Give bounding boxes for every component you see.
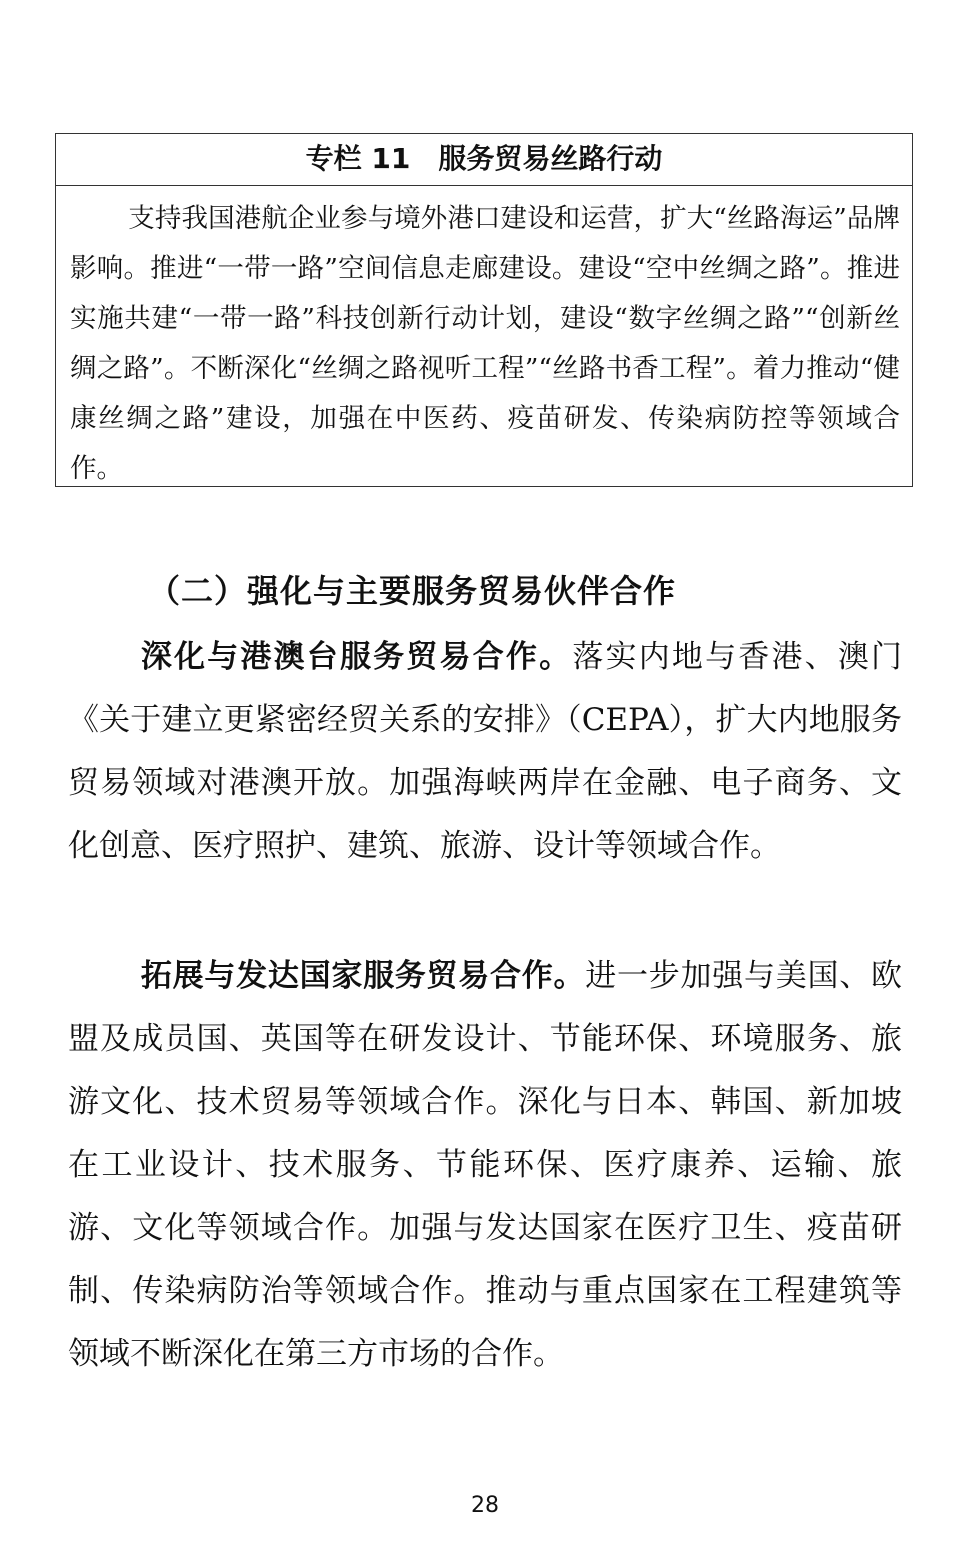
column-box bbox=[55, 133, 913, 487]
column-body: 支持我国港航企业参与境外港口建设和运营，扩大“丝路海运”品牌影响。推进“一带一路”空间信息走廊建设。建设“空中丝绸之路”。推进实施共建“一带一路”科技创新行动计划，建设“数字丝绸之路”“创新丝绸之路”。不断深化“丝绸之路视听工程”“丝路书香工程”。着力推动“健康丝绸之路”建设，加强在中医药、疫苗研发、传染病防控等领域合作。 bbox=[70, 203, 900, 484]
paragraph-lead: 拓展与发达国家服务贸易合作。 bbox=[140, 958, 586, 994]
paragraph-text: 落实内地与香港、澳门《关于建立更紧密经贸关系的安排》（CEPA），扩大内地服务贸易领域对港澳开放。加强海峡两岸在金融、电子商务、文化创意、医疗照护、建筑、旅游、设计等领域合作。 bbox=[68, 639, 903, 864]
paragraph-text: 进一步加强与美国、欧盟及成员国、英国等在研发设计、节能环保、环境服务、旅游文化、技术贸易等领域合作。深化与日本、韩国、新加坡在工业设计、技术服务、节能环保、医疗康养、运输、旅游、文化等领域合作。加强与发达国家在医疗卫生、疫苗研制、传染病防治等领域合作。推动与重点国家在工程建筑等领域不断深化在第三方市场的合作。 bbox=[68, 958, 903, 1372]
paragraph-hk-macao-taiwan bbox=[68, 626, 902, 878]
section-heading: （二）强化与主要服务贸易伙伴合作 bbox=[148, 572, 677, 610]
paragraph-lead: 深化与港澳台服务贸易合作。 bbox=[140, 639, 573, 675]
column-title: 专栏 11 服务贸易丝路行动 bbox=[56, 134, 912, 186]
paragraph-developed-countries bbox=[68, 945, 902, 1386]
page-number: 28 bbox=[471, 1493, 499, 1518]
